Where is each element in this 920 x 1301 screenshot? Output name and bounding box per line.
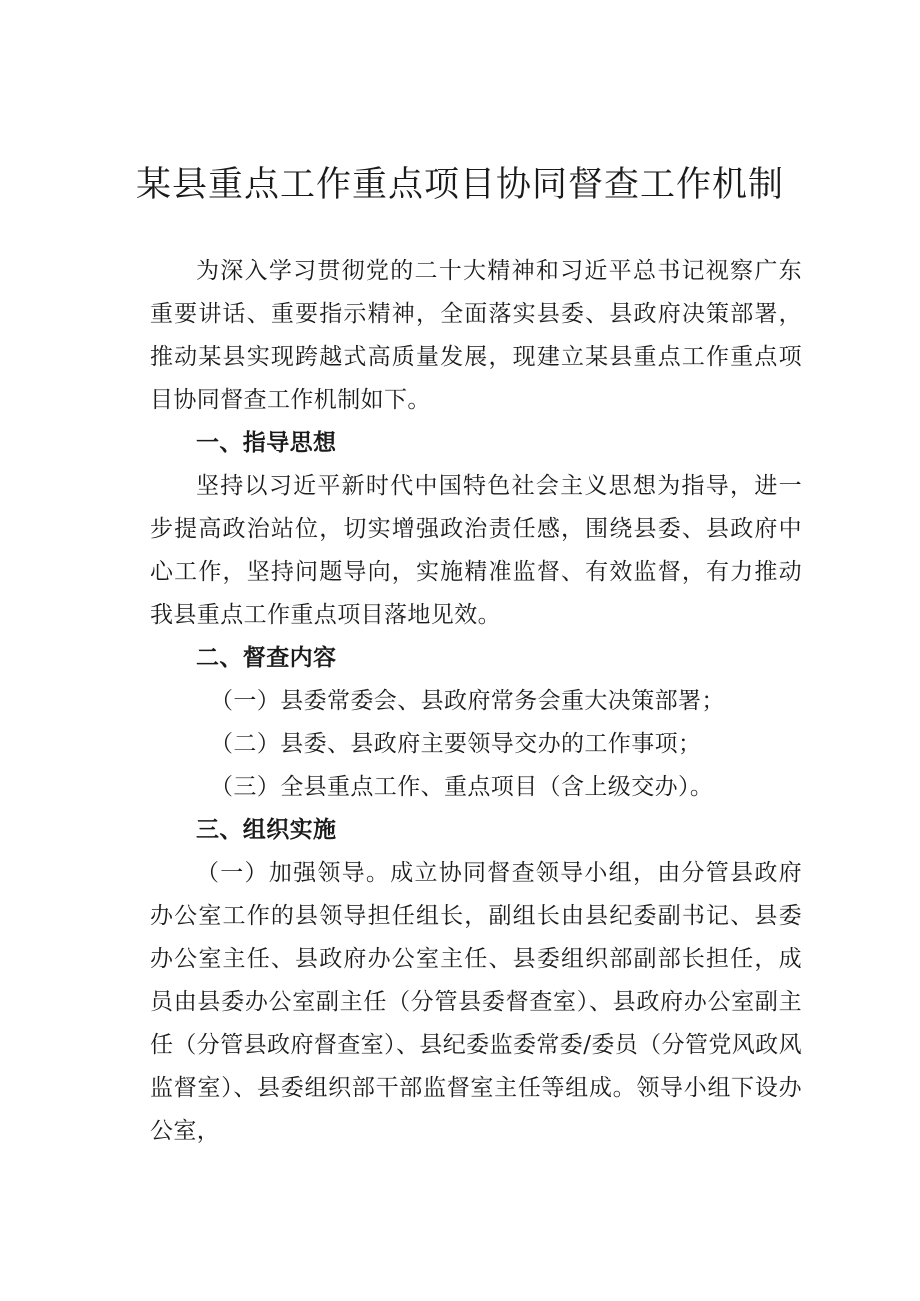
document-body	[150, 250, 802, 1153]
section-3-paragraph: （一）加强领导。成立协同督查领导小组，由分管县政府办公室工作的县领导担任组长，副组长由县纪委副书记、县委办公室主任、县政府办公室主任、县委组织部副部长担任，成员由县委办公室副主任（分管县委督查室）、县政府办公室副主任（分管县政府督查室）、县纪委监委常委/委员（分管党风政风监督室）、县委组织部干部监督室主任等组成。领导小组下设办公室，	[150, 860, 802, 1144]
section-2-heading: 二、督查内容	[196, 645, 337, 671]
section-1-paragraph: 坚持以习近平新时代中国特色社会主义思想为指导，进一步提高政治站位，切实增强政治责任感，围绕县委、县政府中心工作，坚持问题导向，实施精准监督、有效监督，有力推动我县重点工作重点项目落地见效。	[150, 473, 802, 628]
section-1-heading: 一、指导思想	[196, 430, 337, 456]
section-2-item-3: （三）全县重点工作、重点项目（含上级交办）。	[210, 774, 714, 800]
section-3-heading: 三、组织实施	[196, 817, 337, 843]
intro-paragraph: 为深入学习贯彻党的二十大精神和习近平总书记视察广东重要讲话、重要指示精神，全面落实县委、县政府决策部署，推动某县实现跨越式高质量发展，现建立某县重点工作重点项目协同督查工作机制如下。	[150, 258, 802, 413]
section-2-item-1: （一）县委常委会、县政府常务会重大决策部署；	[210, 688, 725, 714]
section-2-item-2: （二）县委、县政府主要领导交办的工作事项；	[210, 731, 702, 757]
document-title: 某县重点工作重点项目协同督查工作机制	[135, 165, 784, 205]
